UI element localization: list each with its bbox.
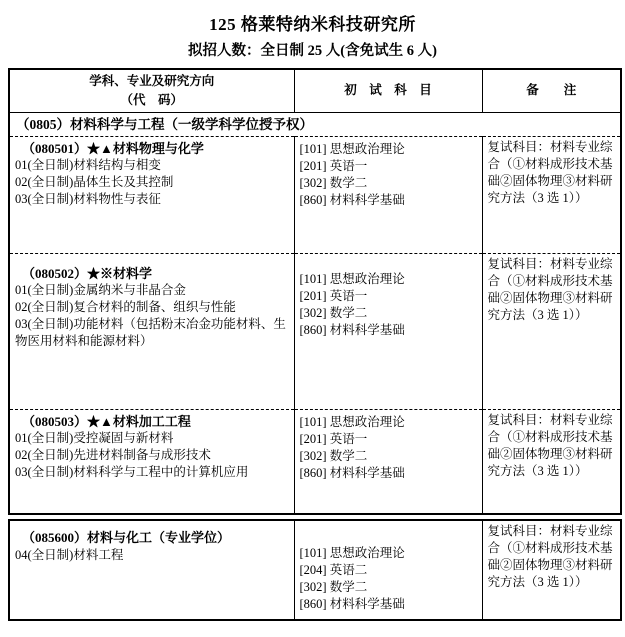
professional-degree-table xyxy=(8,519,622,621)
research-direction: 02(全日制)先进材料制备与成形技术 xyxy=(15,448,211,463)
program-cell xyxy=(9,520,294,620)
enrollment-subtitle: 拟招人数：全日制 25 人(含免试生 6 人) xyxy=(188,43,437,59)
remark-text: 复试科目：材料专业综合（①材料成形技术基础②固体物理③材料研究方法（3 选 1）） xyxy=(487,412,613,478)
header-discipline-line1: 学科、专业及研究方向 xyxy=(89,74,215,88)
research-direction: 03(全日制)材料物性与表征 xyxy=(15,192,161,207)
remark-cell xyxy=(482,409,621,514)
document-page xyxy=(0,10,625,621)
program-title: （080503）★▲材料加工工程 xyxy=(22,413,191,429)
table-row-085600 xyxy=(9,520,621,620)
admissions-table xyxy=(8,68,622,515)
program-title: （085600）材料与化工（专业学位） xyxy=(22,530,231,545)
table-row-080503 xyxy=(9,409,621,514)
exam-subject: [201] 英语一 xyxy=(299,431,368,446)
research-direction: 03(全日制)材料科学与工程中的计算机应用 xyxy=(15,465,249,480)
program-cell xyxy=(9,409,294,514)
exam-subject: [302] 数学二 xyxy=(299,448,368,463)
program-title: （080501）★▲材料物理与化学 xyxy=(22,140,204,156)
exam-subject: [204] 英语二 xyxy=(299,563,368,577)
exam-subject: [860] 材料科学基础 xyxy=(299,465,405,480)
program-cell xyxy=(9,253,294,409)
header-discipline-line2: （代 码） xyxy=(120,92,183,107)
exam-subject: [101] 思想政治理论 xyxy=(299,141,405,156)
exam-subject: [201] 英语一 xyxy=(299,158,368,173)
remark-cell xyxy=(482,520,621,620)
exam-subjects-cell xyxy=(294,520,482,620)
exam-subject: [201] 英语一 xyxy=(299,288,368,303)
research-direction: 04(全日制)材料工程 xyxy=(15,547,124,562)
remark-cell xyxy=(482,253,621,409)
exam-subjects-cell xyxy=(294,253,482,409)
exam-subjects-cell xyxy=(294,136,482,253)
exam-subject: [302] 数学二 xyxy=(299,305,368,320)
table-row-080502 xyxy=(9,253,621,409)
section-title: （0805）材料科学与工程（一级学科学位授予权） xyxy=(9,112,621,136)
exam-subject: [860] 材料科学基础 xyxy=(299,192,405,207)
header-discipline-column xyxy=(9,69,294,112)
remark-text: 复试科目：材料专业综合（①材料成形技术基础②固体物理③材料研究方法（3 选 1）） xyxy=(487,139,613,205)
exam-subject: [101] 思想政治理论 xyxy=(299,271,405,286)
exam-subjects-cell xyxy=(294,409,482,514)
research-direction: 02(全日制)复合材料的制备、组织与性能 xyxy=(15,300,236,315)
remark-text: 复试科目：材料专业综合（①材料成形技术基础②固体物理③材料研究方法（3 选 1）） xyxy=(487,524,613,589)
section-row-0805 xyxy=(9,112,621,136)
exam-subject: [860] 材料科学基础 xyxy=(299,597,405,611)
page-title: 125 格莱特纳米科技研究所 xyxy=(209,15,416,34)
remark-cell xyxy=(482,136,621,253)
exam-subject: [302] 数学二 xyxy=(299,580,368,594)
exam-subject: [302] 数学二 xyxy=(299,175,368,190)
program-title: （080502）★※材料学 xyxy=(22,265,153,281)
research-direction: 02(全日制)晶体生长及其控制 xyxy=(15,175,174,190)
research-direction: 01(全日制)材料结构与相变 xyxy=(15,158,161,173)
table-header-row xyxy=(9,69,621,112)
header-exam-subjects-column: 初 试 科 目 xyxy=(294,69,482,112)
table-row-080501 xyxy=(9,136,621,253)
exam-subject: [101] 思想政治理论 xyxy=(299,546,405,560)
program-cell xyxy=(9,136,294,253)
research-direction: 01(全日制)受控凝固与新材料 xyxy=(15,431,174,446)
research-direction: 01(全日制)金属纳米与非晶合金 xyxy=(15,283,186,298)
research-direction: 03(全日制)功能材料（包括粉末冶金功能材料、生物医用材料和能源材料） xyxy=(15,317,286,349)
remark-text: 复试科目：材料专业综合（①材料成形技术基础②固体物理③材料研究方法（3 选 1）） xyxy=(487,256,613,322)
exam-subject: [101] 思想政治理论 xyxy=(299,414,405,429)
header-remarks-column: 备 注 xyxy=(482,69,621,112)
exam-subject: [860] 材料科学基础 xyxy=(299,322,405,337)
